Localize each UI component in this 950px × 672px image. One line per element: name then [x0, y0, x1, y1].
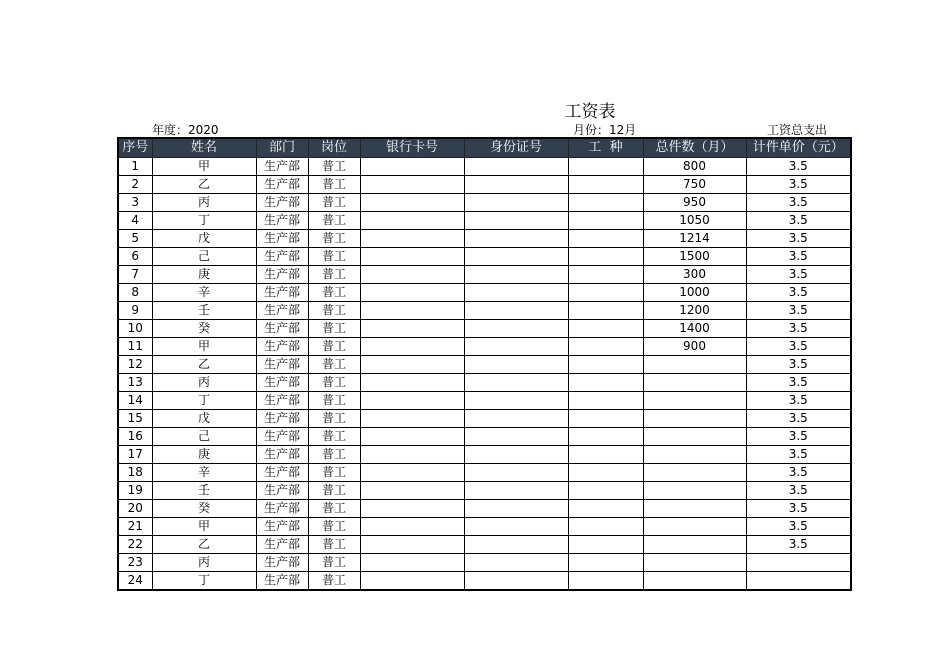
table-row [118, 392, 851, 410]
col-header-dept: 部门 [256, 138, 308, 158]
cell-unit-price[interactable]: 3.5 [746, 230, 851, 248]
cell-row-number[interactable]: 2 [118, 176, 152, 194]
cell-post[interactable]: 普工 [308, 500, 360, 518]
cell-bank-card[interactable] [360, 176, 464, 194]
cell-department[interactable]: 生产部 [256, 266, 308, 284]
cell-row-number[interactable]: 5 [118, 230, 152, 248]
cell-employee-name[interactable]: 丙 [152, 554, 256, 572]
cell-post[interactable]: 普工 [308, 320, 360, 338]
cell-unit-price[interactable]: 3.5 [746, 212, 851, 230]
cell-work-type[interactable] [568, 320, 643, 338]
cell-department[interactable]: 生产部 [256, 392, 308, 410]
table-row [118, 356, 851, 374]
table-row [118, 194, 851, 212]
cell-unit-price[interactable]: 3.5 [746, 500, 851, 518]
col-header-unit-price: 计件单价（元） [746, 138, 851, 158]
cell-unit-price[interactable]: 3.5 [746, 248, 851, 266]
table-row [118, 230, 851, 248]
cell-row-number[interactable]: 13 [118, 374, 152, 392]
cell-total-pieces[interactable]: 800 [643, 158, 746, 176]
cell-total-pieces[interactable]: 750 [643, 176, 746, 194]
cell-total-pieces[interactable] [643, 518, 746, 536]
cell-row-number[interactable]: 10 [118, 320, 152, 338]
col-header-id-number: 身份证号 [464, 138, 568, 158]
cell-unit-price[interactable]: 3.5 [746, 536, 851, 554]
cell-unit-price[interactable]: 3.5 [746, 266, 851, 284]
cell-post[interactable]: 普工 [308, 428, 360, 446]
cell-unit-price[interactable]: 3.5 [746, 428, 851, 446]
cell-work-type[interactable] [568, 554, 643, 572]
cell-total-pieces[interactable] [643, 392, 746, 410]
month-label: 月份：12月 [573, 123, 637, 137]
cell-department[interactable]: 生产部 [256, 410, 308, 428]
cell-post[interactable]: 普工 [308, 482, 360, 500]
col-header-work-type: 工 种 [568, 138, 643, 158]
cell-post[interactable]: 普工 [308, 392, 360, 410]
cell-post[interactable]: 普工 [308, 446, 360, 464]
cell-employee-name[interactable]: 丙 [152, 374, 256, 392]
cell-total-pieces[interactable] [643, 410, 746, 428]
cell-post[interactable]: 普工 [308, 410, 360, 428]
cell-employee-name[interactable]: 乙 [152, 536, 256, 554]
table-row [118, 518, 851, 536]
table-row [118, 536, 851, 554]
cell-id-number[interactable] [464, 194, 568, 212]
cell-id-number[interactable] [464, 500, 568, 518]
cell-bank-card[interactable] [360, 230, 464, 248]
cell-total-pieces[interactable] [643, 464, 746, 482]
cell-total-pieces[interactable] [643, 428, 746, 446]
cell-bank-card[interactable] [360, 266, 464, 284]
cell-id-number[interactable] [464, 446, 568, 464]
cell-id-number[interactable] [464, 536, 568, 554]
page-title: 工资表 [564, 102, 616, 122]
cell-employee-name[interactable]: 壬 [152, 482, 256, 500]
cell-bank-card[interactable] [360, 356, 464, 374]
cell-row-number[interactable]: 9 [118, 302, 152, 320]
cell-row-number[interactable]: 4 [118, 212, 152, 230]
table-row [118, 284, 851, 302]
cell-total-pieces[interactable]: 950 [643, 194, 746, 212]
year-label: 年度：2020 [152, 123, 219, 137]
cell-employee-name[interactable]: 甲 [152, 518, 256, 536]
cell-department[interactable]: 生产部 [256, 194, 308, 212]
cell-post[interactable]: 普工 [308, 464, 360, 482]
cell-total-pieces[interactable]: 1050 [643, 212, 746, 230]
table-row [118, 410, 851, 428]
cell-post[interactable]: 普工 [308, 374, 360, 392]
cell-department[interactable]: 生产部 [256, 230, 308, 248]
cell-total-pieces[interactable]: 900 [643, 338, 746, 356]
cell-post[interactable]: 普工 [308, 248, 360, 266]
cell-department[interactable]: 生产部 [256, 212, 308, 230]
cell-department[interactable]: 生产部 [256, 356, 308, 374]
cell-total-pieces[interactable] [643, 356, 746, 374]
cell-employee-name[interactable]: 戊 [152, 230, 256, 248]
cell-employee-name[interactable]: 甲 [152, 338, 256, 356]
cell-department[interactable]: 生产部 [256, 158, 308, 176]
cell-work-type[interactable] [568, 248, 643, 266]
cell-post[interactable]: 普工 [308, 212, 360, 230]
table-row [118, 482, 851, 500]
cell-bank-card[interactable] [360, 446, 464, 464]
cell-bank-card[interactable] [360, 410, 464, 428]
cell-employee-name[interactable]: 戊 [152, 410, 256, 428]
cell-id-number[interactable] [464, 554, 568, 572]
table-row [118, 302, 851, 320]
cell-department[interactable]: 生产部 [256, 464, 308, 482]
cell-employee-name[interactable]: 甲 [152, 158, 256, 176]
cell-total-pieces[interactable]: 1000 [643, 284, 746, 302]
cell-employee-name[interactable]: 壬 [152, 302, 256, 320]
cell-work-type[interactable] [568, 302, 643, 320]
cell-post[interactable]: 普工 [308, 284, 360, 302]
cell-id-number[interactable] [464, 230, 568, 248]
cell-employee-name[interactable]: 己 [152, 428, 256, 446]
cell-work-type[interactable] [568, 446, 643, 464]
salary-table [117, 137, 852, 591]
cell-bank-card[interactable] [360, 500, 464, 518]
cell-unit-price[interactable]: 3.5 [746, 374, 851, 392]
cell-total-pieces[interactable] [643, 374, 746, 392]
cell-work-type[interactable] [568, 482, 643, 500]
cell-work-type[interactable] [568, 338, 643, 356]
cell-post[interactable]: 普工 [308, 554, 360, 572]
cell-id-number[interactable] [464, 482, 568, 500]
cell-unit-price[interactable] [746, 554, 851, 572]
cell-post[interactable]: 普工 [308, 302, 360, 320]
cell-department[interactable]: 生产部 [256, 572, 308, 591]
total-expense-label: 工资总支出 [767, 123, 828, 137]
cell-id-number[interactable] [464, 338, 568, 356]
cell-bank-card[interactable] [360, 392, 464, 410]
cell-id-number[interactable] [464, 212, 568, 230]
cell-id-number[interactable] [464, 248, 568, 266]
cell-id-number[interactable] [464, 176, 568, 194]
cell-department[interactable]: 生产部 [256, 428, 308, 446]
cell-total-pieces[interactable] [643, 536, 746, 554]
cell-id-number[interactable] [464, 464, 568, 482]
cell-work-type[interactable] [568, 266, 643, 284]
cell-bank-card[interactable] [360, 482, 464, 500]
cell-row-number[interactable]: 3 [118, 194, 152, 212]
cell-unit-price[interactable]: 3.5 [746, 194, 851, 212]
cell-employee-name[interactable]: 癸 [152, 320, 256, 338]
cell-bank-card[interactable] [360, 428, 464, 446]
cell-unit-price[interactable]: 3.5 [746, 464, 851, 482]
cell-employee-name[interactable]: 丁 [152, 212, 256, 230]
cell-bank-card[interactable] [360, 320, 464, 338]
cell-department[interactable]: 生产部 [256, 536, 308, 554]
cell-row-number[interactable]: 7 [118, 266, 152, 284]
cell-total-pieces[interactable]: 1500 [643, 248, 746, 266]
cell-total-pieces[interactable] [643, 482, 746, 500]
cell-unit-price[interactable]: 3.5 [746, 392, 851, 410]
cell-work-type[interactable] [568, 410, 643, 428]
table-row [118, 446, 851, 464]
cell-department[interactable]: 生产部 [256, 374, 308, 392]
cell-total-pieces[interactable] [643, 446, 746, 464]
col-header-post: 岗位 [308, 138, 360, 158]
cell-department[interactable]: 生产部 [256, 338, 308, 356]
cell-total-pieces[interactable]: 300 [643, 266, 746, 284]
cell-employee-name[interactable]: 庚 [152, 266, 256, 284]
cell-bank-card[interactable] [360, 464, 464, 482]
cell-bank-card[interactable] [360, 554, 464, 572]
cell-bank-card[interactable] [360, 338, 464, 356]
cell-post[interactable]: 普工 [308, 518, 360, 536]
cell-bank-card[interactable] [360, 536, 464, 554]
cell-unit-price[interactable]: 3.5 [746, 284, 851, 302]
cell-employee-name[interactable]: 乙 [152, 176, 256, 194]
cell-bank-card[interactable] [360, 374, 464, 392]
cell-id-number[interactable] [464, 518, 568, 536]
cell-bank-card[interactable] [360, 212, 464, 230]
cell-id-number[interactable] [464, 410, 568, 428]
cell-work-type[interactable] [568, 212, 643, 230]
cell-total-pieces[interactable] [643, 554, 746, 572]
cell-bank-card[interactable] [360, 284, 464, 302]
cell-work-type[interactable] [568, 194, 643, 212]
cell-row-number[interactable]: 6 [118, 248, 152, 266]
cell-department[interactable]: 生产部 [256, 500, 308, 518]
cell-row-number[interactable]: 1 [118, 158, 152, 176]
cell-bank-card[interactable] [360, 302, 464, 320]
cell-work-type[interactable] [568, 374, 643, 392]
cell-row-number[interactable]: 21 [118, 518, 152, 536]
cell-department[interactable]: 生产部 [256, 518, 308, 536]
cell-work-type[interactable] [568, 176, 643, 194]
table-row [118, 338, 851, 356]
cell-department[interactable]: 生产部 [256, 320, 308, 338]
table-row [118, 320, 851, 338]
cell-work-type[interactable] [568, 536, 643, 554]
cell-row-number[interactable]: 8 [118, 284, 152, 302]
cell-row-number[interactable]: 23 [118, 554, 152, 572]
cell-work-type[interactable] [568, 158, 643, 176]
cell-total-pieces[interactable] [643, 500, 746, 518]
cell-bank-card[interactable] [360, 248, 464, 266]
cell-unit-price[interactable]: 3.5 [746, 320, 851, 338]
cell-unit-price[interactable]: 3.5 [746, 410, 851, 428]
cell-employee-name[interactable]: 丁 [152, 572, 256, 591]
cell-unit-price[interactable]: 3.5 [746, 302, 851, 320]
cell-bank-card[interactable] [360, 572, 464, 591]
cell-id-number[interactable] [464, 284, 568, 302]
cell-row-number[interactable]: 22 [118, 536, 152, 554]
cell-unit-price[interactable]: 3.5 [746, 158, 851, 176]
cell-id-number[interactable] [464, 266, 568, 284]
cell-department[interactable]: 生产部 [256, 176, 308, 194]
cell-post[interactable]: 普工 [308, 194, 360, 212]
table-row [118, 212, 851, 230]
cell-work-type[interactable] [568, 428, 643, 446]
cell-employee-name[interactable]: 乙 [152, 356, 256, 374]
cell-post[interactable]: 普工 [308, 158, 360, 176]
cell-unit-price[interactable]: 3.5 [746, 518, 851, 536]
cell-department[interactable]: 生产部 [256, 302, 308, 320]
cell-department[interactable]: 生产部 [256, 446, 308, 464]
cell-employee-name[interactable]: 辛 [152, 284, 256, 302]
cell-id-number[interactable] [464, 356, 568, 374]
cell-unit-price[interactable]: 3.5 [746, 338, 851, 356]
cell-department[interactable]: 生产部 [256, 554, 308, 572]
cell-employee-name[interactable]: 丙 [152, 194, 256, 212]
cell-bank-card[interactable] [360, 194, 464, 212]
cell-bank-card[interactable] [360, 158, 464, 176]
table-row [118, 464, 851, 482]
cell-id-number[interactable] [464, 392, 568, 410]
cell-employee-name[interactable]: 辛 [152, 464, 256, 482]
cell-employee-name[interactable]: 己 [152, 248, 256, 266]
cell-post[interactable]: 普工 [308, 230, 360, 248]
table-row [118, 266, 851, 284]
col-header-bank-card: 银行卡号 [360, 138, 464, 158]
cell-id-number[interactable] [464, 158, 568, 176]
table-row [118, 176, 851, 194]
header-row [118, 138, 851, 158]
col-header-no: 序号 [118, 138, 152, 158]
cell-unit-price[interactable] [746, 572, 851, 591]
table-row [118, 374, 851, 392]
cell-id-number[interactable] [464, 572, 568, 591]
cell-row-number[interactable]: 16 [118, 428, 152, 446]
cell-unit-price[interactable]: 3.5 [746, 356, 851, 374]
col-header-name: 姓名 [152, 138, 256, 158]
cell-unit-price[interactable]: 3.5 [746, 176, 851, 194]
cell-row-number[interactable]: 18 [118, 464, 152, 482]
cell-row-number[interactable]: 12 [118, 356, 152, 374]
cell-work-type[interactable] [568, 572, 643, 591]
cell-bank-card[interactable] [360, 518, 464, 536]
cell-work-type[interactable] [568, 392, 643, 410]
cell-work-type[interactable] [568, 500, 643, 518]
table-body [118, 158, 851, 591]
cell-row-number[interactable]: 15 [118, 410, 152, 428]
cell-post[interactable]: 普工 [308, 572, 360, 591]
cell-total-pieces[interactable]: 1200 [643, 302, 746, 320]
cell-post[interactable]: 普工 [308, 176, 360, 194]
table-row [118, 554, 851, 572]
cell-work-type[interactable] [568, 230, 643, 248]
table-row [118, 248, 851, 266]
cell-unit-price[interactable]: 3.5 [746, 446, 851, 464]
cell-work-type[interactable] [568, 284, 643, 302]
cell-row-number[interactable]: 20 [118, 500, 152, 518]
table-row [118, 500, 851, 518]
cell-row-number[interactable]: 11 [118, 338, 152, 356]
cell-employee-name[interactable]: 丁 [152, 392, 256, 410]
cell-post[interactable]: 普工 [308, 536, 360, 554]
cell-row-number[interactable]: 19 [118, 482, 152, 500]
cell-employee-name[interactable]: 癸 [152, 500, 256, 518]
cell-department[interactable]: 生产部 [256, 284, 308, 302]
cell-total-pieces[interactable]: 1400 [643, 320, 746, 338]
cell-id-number[interactable] [464, 302, 568, 320]
cell-total-pieces[interactable]: 1214 [643, 230, 746, 248]
table-row [118, 572, 851, 591]
cell-row-number[interactable]: 14 [118, 392, 152, 410]
col-header-total-pieces: 总件数（月） [643, 138, 746, 158]
cell-total-pieces[interactable] [643, 572, 746, 591]
cell-post[interactable]: 普工 [308, 356, 360, 374]
cell-post[interactable]: 普工 [308, 266, 360, 284]
cell-work-type[interactable] [568, 356, 643, 374]
table-row [118, 158, 851, 176]
cell-department[interactable]: 生产部 [256, 482, 308, 500]
cell-row-number[interactable]: 24 [118, 572, 152, 591]
cell-row-number[interactable]: 17 [118, 446, 152, 464]
table-row [118, 428, 851, 446]
cell-employee-name[interactable]: 庚 [152, 446, 256, 464]
cell-work-type[interactable] [568, 464, 643, 482]
cell-department[interactable]: 生产部 [256, 248, 308, 266]
cell-post[interactable]: 普工 [308, 338, 360, 356]
cell-work-type[interactable] [568, 518, 643, 536]
cell-id-number[interactable] [464, 428, 568, 446]
cell-unit-price[interactable]: 3.5 [746, 482, 851, 500]
cell-id-number[interactable] [464, 374, 568, 392]
cell-id-number[interactable] [464, 320, 568, 338]
